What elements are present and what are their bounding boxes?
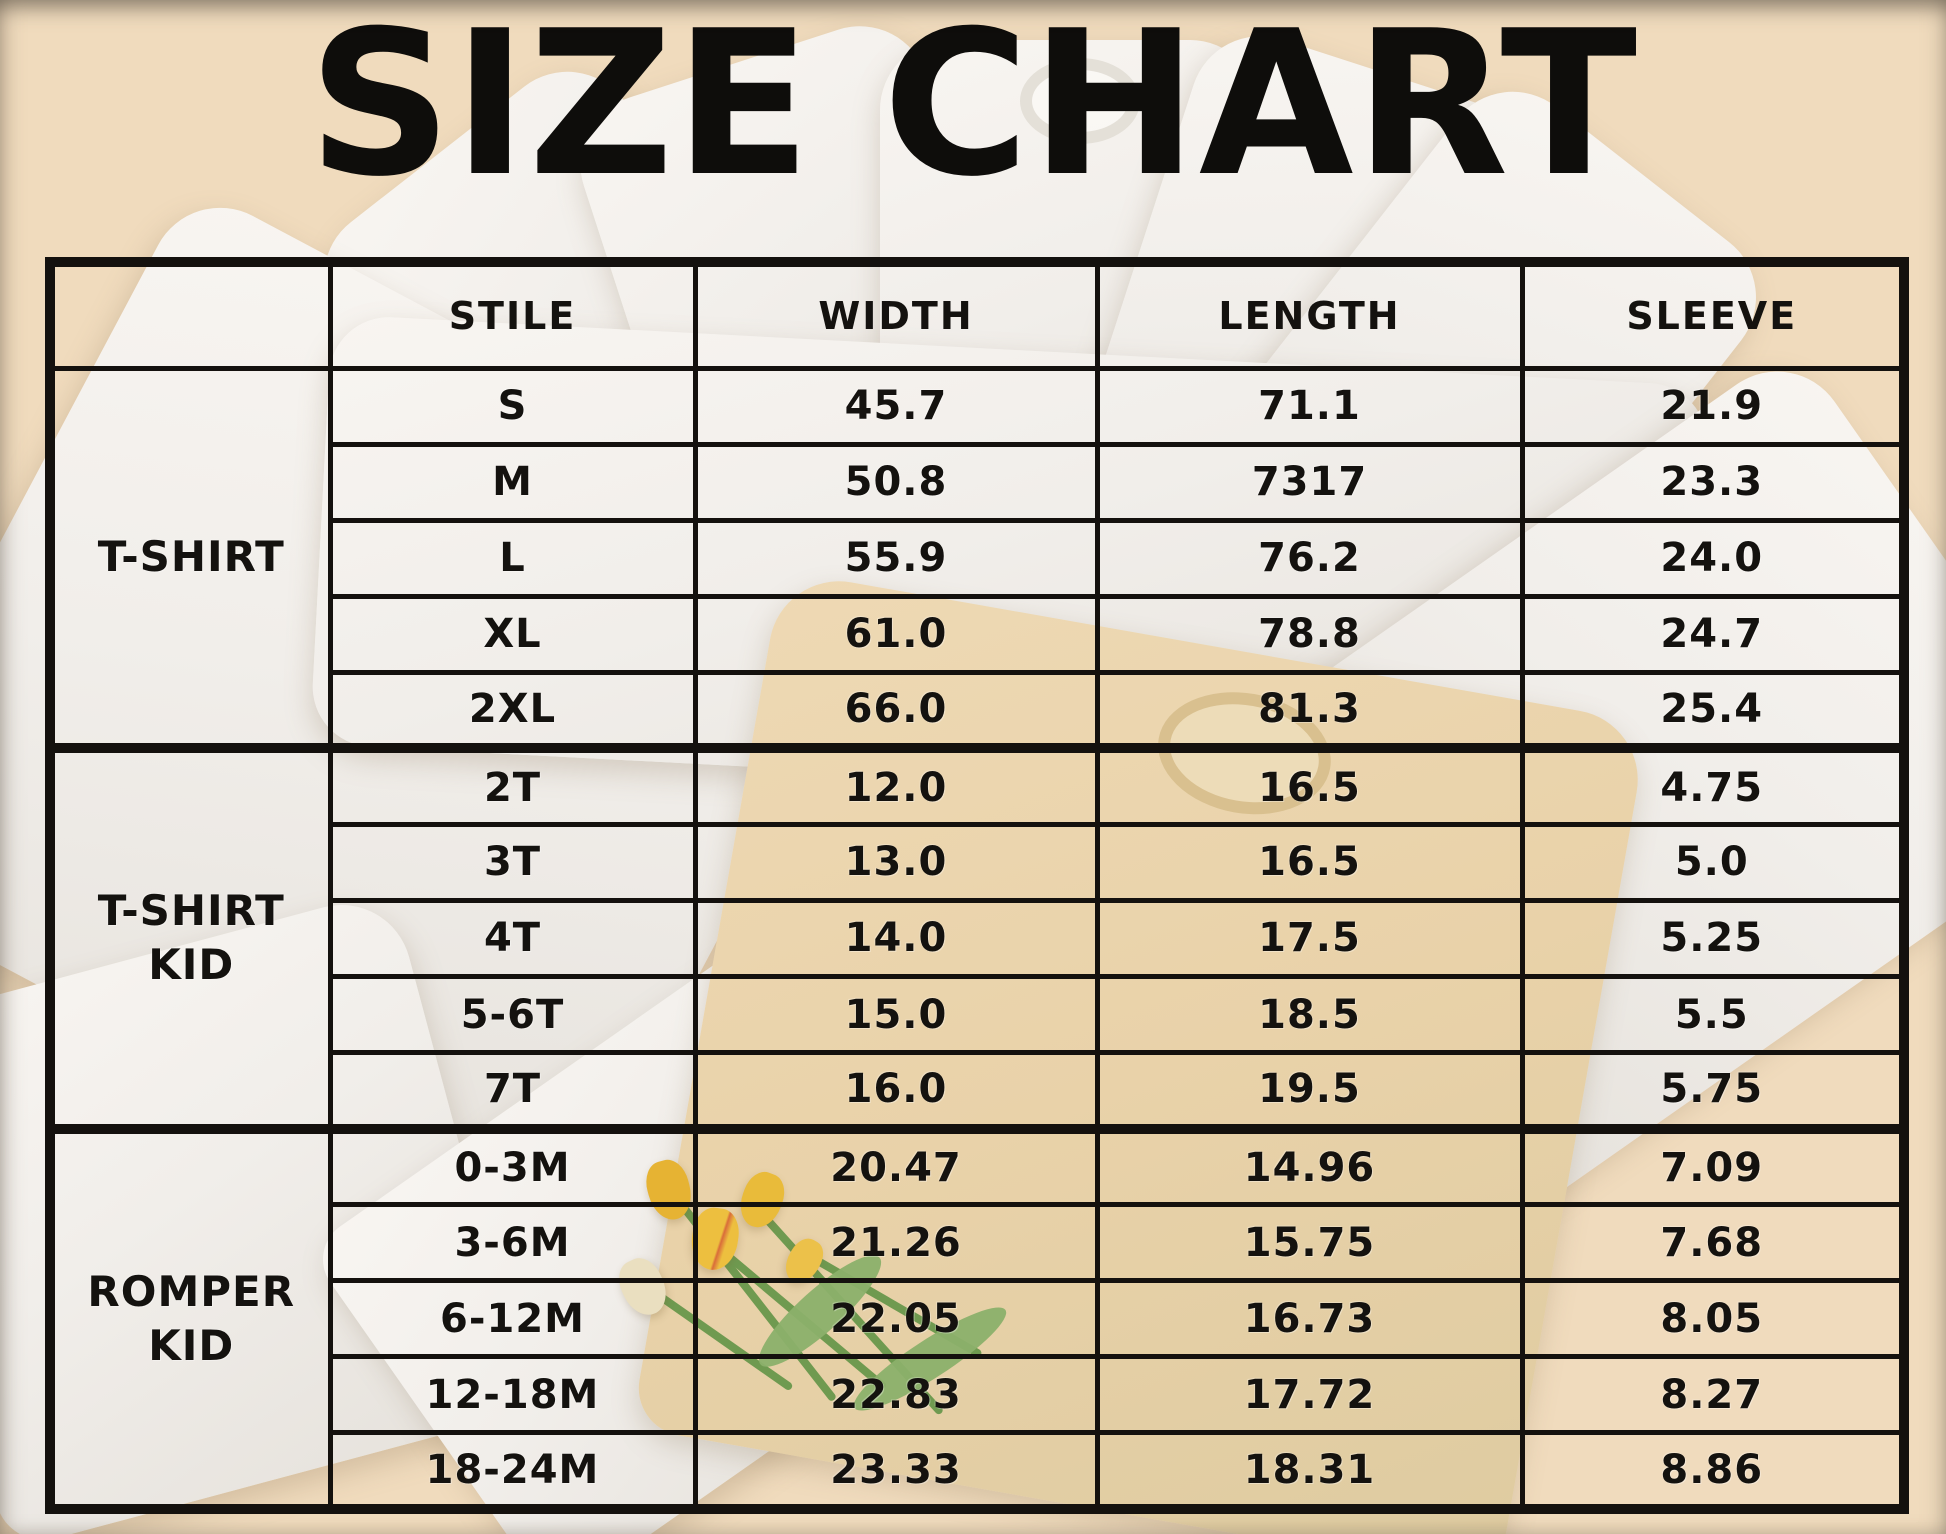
header-cell-width: WIDTH xyxy=(695,262,1097,368)
cell-sleeve: 5.5 xyxy=(1522,977,1904,1053)
cell-style: XL xyxy=(330,596,695,672)
cell-length: 16.73 xyxy=(1097,1281,1522,1357)
cell-sleeve: 8.86 xyxy=(1522,1433,1904,1509)
cell-width: 23.33 xyxy=(695,1433,1097,1509)
cell-length: 16.5 xyxy=(1097,824,1522,900)
group-label-line: KID xyxy=(148,1320,235,1370)
cell-length: 71.1 xyxy=(1097,368,1522,444)
cell-style: 3-6M xyxy=(330,1205,695,1281)
cell-style: 6-12M xyxy=(330,1281,695,1357)
header-cell-stile: STILE xyxy=(330,262,695,368)
cell-sleeve: 5.75 xyxy=(1522,1053,1904,1129)
cell-length: 7317 xyxy=(1097,444,1522,520)
cell-sleeve: 24.7 xyxy=(1522,596,1904,672)
group-label-line: KID xyxy=(148,940,235,990)
cell-style: 0-3M xyxy=(330,1129,695,1205)
cell-style: 4T xyxy=(330,900,695,976)
cell-length: 16.5 xyxy=(1097,748,1522,824)
group-label-romper-kid xyxy=(50,1129,330,1509)
cell-width: 12.0 xyxy=(695,748,1097,824)
cell-length: 78.8 xyxy=(1097,596,1522,672)
cell-width: 20.47 xyxy=(695,1129,1097,1205)
cell-length: 17.5 xyxy=(1097,900,1522,976)
page-title: SIZE CHART xyxy=(307,0,1639,221)
cell-width: 66.0 xyxy=(695,672,1097,748)
table-row xyxy=(50,368,1904,444)
cell-sleeve: 21.9 xyxy=(1522,368,1904,444)
cell-style: 7T xyxy=(330,1053,695,1129)
header-cell-length: LENGTH xyxy=(1097,262,1522,368)
cell-width: 14.0 xyxy=(695,900,1097,976)
cell-sleeve: 5.25 xyxy=(1522,900,1904,976)
header-cell-sleeve: SLEEVE xyxy=(1522,262,1904,368)
cell-width: 16.0 xyxy=(695,1053,1097,1129)
cell-length: 17.72 xyxy=(1097,1357,1522,1433)
cell-style: 5-6T xyxy=(330,977,695,1053)
size-chart-table xyxy=(45,257,1909,1514)
cell-width: 15.0 xyxy=(695,977,1097,1053)
cell-style: 2T xyxy=(330,748,695,824)
cell-width: 50.8 xyxy=(695,444,1097,520)
cell-width: 21.26 xyxy=(695,1205,1097,1281)
cell-style: 2XL xyxy=(330,672,695,748)
cell-sleeve: 7.09 xyxy=(1522,1129,1904,1205)
group-label-line: ROMPER xyxy=(87,1266,296,1316)
cell-length: 18.5 xyxy=(1097,977,1522,1053)
group-label-tshirt-kid xyxy=(50,748,330,1128)
cell-width: 45.7 xyxy=(695,368,1097,444)
table-row xyxy=(50,748,1904,824)
cell-length: 15.75 xyxy=(1097,1205,1522,1281)
table-row xyxy=(50,1129,1904,1205)
group-label-tshirt xyxy=(50,368,330,748)
cell-sleeve: 8.27 xyxy=(1522,1357,1904,1433)
cell-style: 18-24M xyxy=(330,1433,695,1509)
cell-sleeve: 4.75 xyxy=(1522,748,1904,824)
cell-width: 13.0 xyxy=(695,824,1097,900)
cell-sleeve: 7.68 xyxy=(1522,1205,1904,1281)
cell-length: 81.3 xyxy=(1097,672,1522,748)
cell-length: 14.96 xyxy=(1097,1129,1522,1205)
cell-length: 19.5 xyxy=(1097,1053,1522,1129)
cell-style: 3T xyxy=(330,824,695,900)
cell-style: M xyxy=(330,444,695,520)
header-cell-group xyxy=(50,262,330,368)
cell-width: 22.83 xyxy=(695,1357,1097,1433)
cell-style: 12-18M xyxy=(330,1357,695,1433)
cell-width: 22.05 xyxy=(695,1281,1097,1357)
header-row xyxy=(50,262,1904,368)
cell-sleeve: 25.4 xyxy=(1522,672,1904,748)
cell-style: S xyxy=(330,368,695,444)
cell-width: 55.9 xyxy=(695,520,1097,596)
cell-length: 18.31 xyxy=(1097,1433,1522,1509)
cell-length: 76.2 xyxy=(1097,520,1522,596)
cell-width: 61.0 xyxy=(695,596,1097,672)
cell-sleeve: 5.0 xyxy=(1522,824,1904,900)
group-label-line: T-SHIRT xyxy=(97,531,285,581)
cell-sleeve: 24.0 xyxy=(1522,520,1904,596)
cell-style: L xyxy=(330,520,695,596)
cell-sleeve: 23.3 xyxy=(1522,444,1904,520)
cell-sleeve: 8.05 xyxy=(1522,1281,1904,1357)
group-label-line: T-SHIRT xyxy=(97,886,285,936)
